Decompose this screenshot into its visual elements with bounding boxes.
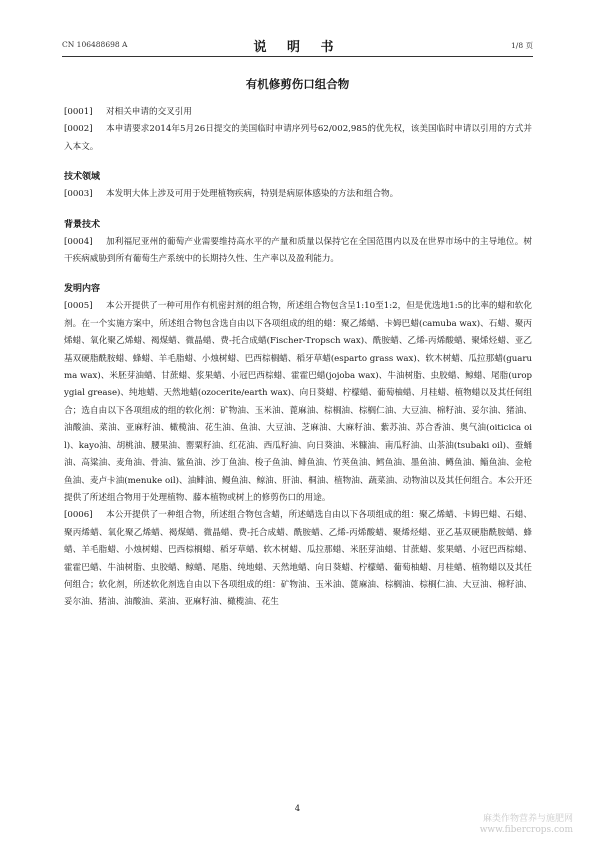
watermark (480, 814, 573, 836)
paragraph-number: [0003] (64, 189, 93, 200)
paragraph-0006 (64, 507, 532, 611)
paragraph-text: 本公开提供了一种组合物，所述组合物包含蜡，所述蜡选自由以下各项组成的组：聚乙烯蜡、卡姆巴蜡、石蜡、聚丙烯蜡、氧化聚乙烯蜡、褐煤蜡、微晶蜡、费-托合成蜡、酰胺蜡、乙烯-丙烯酸蜡、聚烯烃蜡、亚乙基双硬脂酰胺蜡、蜂蜡、羊毛脂蜡、小烛树蜡、巴西棕榈蜡、稻牙草蜡、软木树蜡、瓜拉那蜡、米胚芽油蜡、甘蔗蜡、浆果蜡、小冠巴西棕蜡、霍霍巴蜡、牛油树脂、虫胶蜡、鲸蜡、尾脂、纯地蜡、天然地蜡、向日葵蜡、柠檬蜡、葡萄柚蜡、月桂蜡、植物蜡以及其任何组合；软化剂，所述软化剂选自由以下各项组成的组：矿物油、玉米油、蓖麻油、棕榈油、棕榈仁油、大豆油、棉籽油、妥尔油、猪油、油酸油、菜油、亚麻籽油、橄榄油、花生 (64, 510, 532, 608)
page-number: 4 (294, 804, 301, 814)
paragraph-number: [0001] (64, 107, 93, 117)
watermark-site-name: 麻类作物营养与施肥网 (482, 814, 573, 824)
paragraph-number: [0005] (64, 301, 93, 312)
section-heading-background: 背景技术 (64, 219, 101, 230)
paragraph-text: 本申请要求2014年5月26日提交的美国临时申请序列号62/002,985的优先权，该美国临时申请以引用的方式并入本文。 (64, 124, 532, 152)
paragraph-number: [0006] (64, 510, 93, 521)
document-body (64, 104, 532, 612)
paragraph-0004 (64, 234, 532, 269)
section-heading-technical-field: 技术领域 (64, 172, 101, 183)
document-type: 说 明 书 (253, 40, 342, 55)
paragraph-text: 加利福尼亚州的葡萄产业需要维持高水平的产量和质量以保持它在全国范围内以及在世界市场中的主导地位。树干疾病威胁到所有葡萄生产系统中的长期持久性、生产率以及盈利能力。 (64, 236, 532, 265)
header-divider (62, 56, 533, 57)
paragraph-number: [0002] (64, 124, 93, 135)
document-title: 有机修剪伤口组合物 (245, 77, 350, 91)
patent-number: CN 106488698 A (62, 40, 128, 49)
paragraph-text: 对相关申请的交叉引用 (106, 107, 192, 117)
section-heading-summary: 发明内容 (64, 284, 101, 295)
paragraph-number: [0004] (64, 236, 93, 247)
paragraph-0005 (64, 298, 532, 507)
page-header (62, 36, 533, 54)
paragraph-text: 本公开提供了一种可用作有机密封剂的组合物，所述组合物包含呈1:10至1:2，但是优选地1:5的比率的蜡和软化剂。在一个实施方案中，所述组合物包含选自由以下各项组成的组的蜡：聚乙烯蜡、卡姆巴蜡(camuba wax)、石蜡、聚丙烯蜡、氧化聚乙烯蜡、褐煤蜡、微晶蜡、费-托合成蜡(Fischer-Tropsch wax)、酰胺蜡、乙烯-丙烯酸蜡、聚烯烃蜡、亚乙基双硬脂酰胺蜡、蜂蜡、羊毛脂蜡、小烛树蜡、巴西棕榈蜡、稻牙草蜡(esparto grass wax)、软木树蜡、瓜拉那蜡(guaruma wax)、米胚芽油蜡、甘蔗蜡、浆果蜡、小冠巴西棕蜡、霍霍巴蜡(jojoba wax)、牛油树脂、虫胶蜡、鲸蜡、尾脂(uropygial grease)、纯地蜡、天然地蜡(ozocerite/earth wax)、向日葵蜡、柠檬蜡、葡萄柚蜡、月桂蜡、植物蜡以及其任何组合；选自由以下各项组成的组的软化剂：矿物油、玉米油、蓖麻油、棕榈油、棕榈仁油、大豆油、棉籽油、妥尔油、猪油、油酸油、菜油、亚麻籽油、橄榄油、花生油、鱼油、大豆油、芝麻油、大麻籽油、紫苏油、苏合香油、奥气油(oiticica oil)、kayo油、胡桃油、腰果油、罂粟籽油、红花油、西瓜籽油、向日葵油、米糠油、南瓜籽油、山茶油(tsubaki oil)、蚕蛹油、高粱油、麦角油、骨油、鲨鱼油、沙丁鱼油、梭子鱼油、鲱鱼油、竹荚鱼油、鳕鱼油、墨鱼油、鳟鱼油、鲻鱼油、金枪鱼油、麦卢卡油(menuke oil)、油鲱油、鳗鱼油、鲸油、肝油、桐油、植物油、蔬菜油、动物油以及其任何组合。本公开还提供了所述组合物用于处理植物、藤本植物或树上的修剪伤口的用途。 (64, 301, 532, 503)
watermark-url: www.fibercrops.com (479, 825, 573, 835)
page-indicator: 1/8 页 (511, 41, 533, 50)
paragraph-0003 (64, 186, 532, 203)
paragraph-0001 (64, 104, 532, 121)
paragraph-text: 本发明大体上涉及可用于处理植物疾病，特别是病原体感染的方法和组合物。 (106, 189, 399, 200)
paragraph-0002 (64, 121, 532, 156)
